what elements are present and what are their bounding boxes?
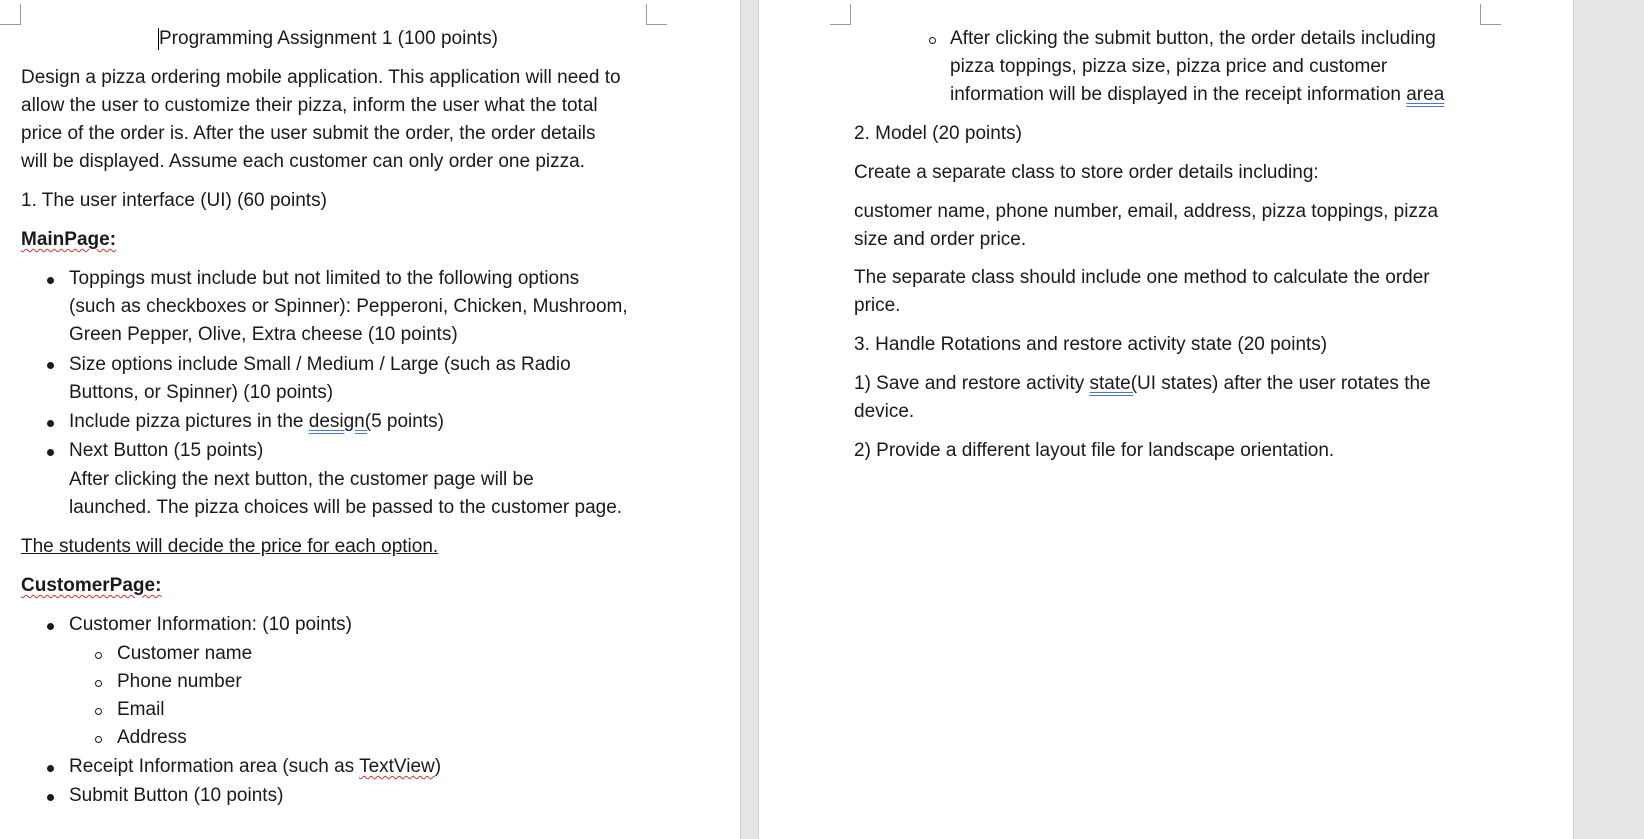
size-line-2: Buttons, or Spinner) (10 points) (69, 382, 334, 403)
margin-corner-top-left (0, 4, 21, 25)
rotation-item-1-line-1 (854, 370, 1431, 398)
item1-prefix: 1) Save and restore activity (854, 373, 1090, 394)
next-desc-line-2: launched. The pizza choices will be passed to the customer page. (69, 497, 623, 518)
document-page-left[interactable] (0, 0, 740, 839)
customer-field-name: Customer name (117, 643, 253, 664)
size-line-1: Size options include Small / Medium / Large (such as Radio (69, 354, 571, 375)
subbullet-phone (95, 680, 102, 687)
bullet-toppings (47, 277, 54, 284)
after-submit-flagged-word[interactable]: area (1406, 84, 1445, 105)
page-divider (740, 0, 741, 839)
margin-corner-top-right (1480, 4, 1501, 25)
model-fields-line-1: customer name, phone number, email, address, pizza toppings, pizza (854, 201, 1439, 222)
bullet-receipt (47, 765, 54, 772)
subbullet-after-submit (929, 37, 936, 44)
customer-field-email: Email (117, 699, 165, 720)
toppings-line-1: Toppings must include but not limited to the following options (69, 268, 580, 289)
intro-line-4: will be displayed. Assume each customer can only order one pizza. (21, 151, 585, 172)
toppings-line-3: Green Pepper, Olive, Extra cheese (10 points) (69, 324, 458, 345)
model-method-line-2: price. (854, 295, 901, 316)
subbullet-address (95, 736, 102, 743)
pictures-flagged-word[interactable]: design( (308, 411, 372, 432)
section-ui-heading: 1. The user interface (UI) (60 points) (21, 190, 327, 211)
subbullet-customer-name (95, 652, 102, 659)
page-divider (1573, 0, 1574, 839)
rotation-item-2: 2) Provide a different layout file for landscape orientation. (854, 440, 1335, 461)
bullet-submit (47, 794, 54, 801)
after-submit-line-2: pizza toppings, pizza size, pizza price and customer (950, 56, 1388, 77)
item1-suffix: UI states) after the user rotates the (1137, 373, 1431, 394)
section-rotation-heading: 3. Handle Rotations and restore activity state (20 points) (854, 334, 1328, 355)
model-method-line-1: The separate class should include one method to calculate the order (854, 267, 1430, 288)
document-page-right[interactable] (759, 0, 1573, 839)
price-note: The students will decide the price for each option. (21, 536, 439, 557)
after-submit-line-3 (950, 81, 1444, 109)
bullet-pictures (47, 420, 54, 427)
section-model-heading: 2. Model (20 points) (854, 123, 1022, 144)
pictures-prefix: Include pizza pictures in the (69, 411, 309, 432)
page-title: Programming Assignment 1 (100 points) (159, 28, 498, 49)
model-fields-line-2: size and order price. (854, 229, 1027, 250)
bullet-next-button (47, 449, 54, 456)
pictures-suffix: 5 points) (371, 411, 444, 432)
after-submit-prefix: information will be displayed in the receipt information (950, 84, 1407, 105)
customer-info-item: Customer Information: (10 points) (69, 614, 353, 635)
receipt-prefix: Receipt Information area (such as (69, 756, 360, 777)
bullet-size (47, 362, 54, 369)
item1-flagged-word[interactable]: state( (1089, 373, 1138, 394)
receipt-flagged-word[interactable]: TextView (359, 756, 435, 777)
toppings-line-2: (such as checkboxes or Spinner): Pepperoni, Chicken, Mushroom, (69, 296, 628, 317)
submit-button-item: Submit Button (10 points) (69, 785, 284, 806)
page-divider (758, 0, 759, 839)
pictures-line (69, 408, 444, 436)
subbullet-email (95, 708, 102, 715)
receipt-suffix: ) (434, 756, 442, 777)
bullet-customer-info (47, 623, 54, 630)
margin-corner-top-right (646, 4, 667, 25)
customer-field-address: Address (117, 727, 187, 748)
customerpage-heading: CustomerPage: (21, 575, 162, 596)
receipt-item (69, 753, 441, 781)
next-button-item: Next Button (15 points) (69, 440, 264, 461)
after-submit-line-1: After clicking the submit button, the order details including (950, 28, 1436, 49)
mainpage-heading: MainPage: (21, 229, 117, 250)
next-desc-line-1: After clicking the next button, the customer page will be (69, 469, 534, 490)
intro-line-1: Design a pizza ordering mobile application. This application will need to (21, 67, 621, 88)
intro-line-3: price of the order is. After the user submit the order, the order details (21, 123, 596, 144)
model-intro: Create a separate class to store order details including: (854, 162, 1319, 183)
margin-corner-top-left (830, 4, 851, 25)
intro-line-2: allow the user to customize their pizza, inform the user what the total (21, 95, 598, 116)
customer-field-phone: Phone number (117, 671, 242, 692)
rotation-item-1-line-2: device. (854, 401, 915, 422)
